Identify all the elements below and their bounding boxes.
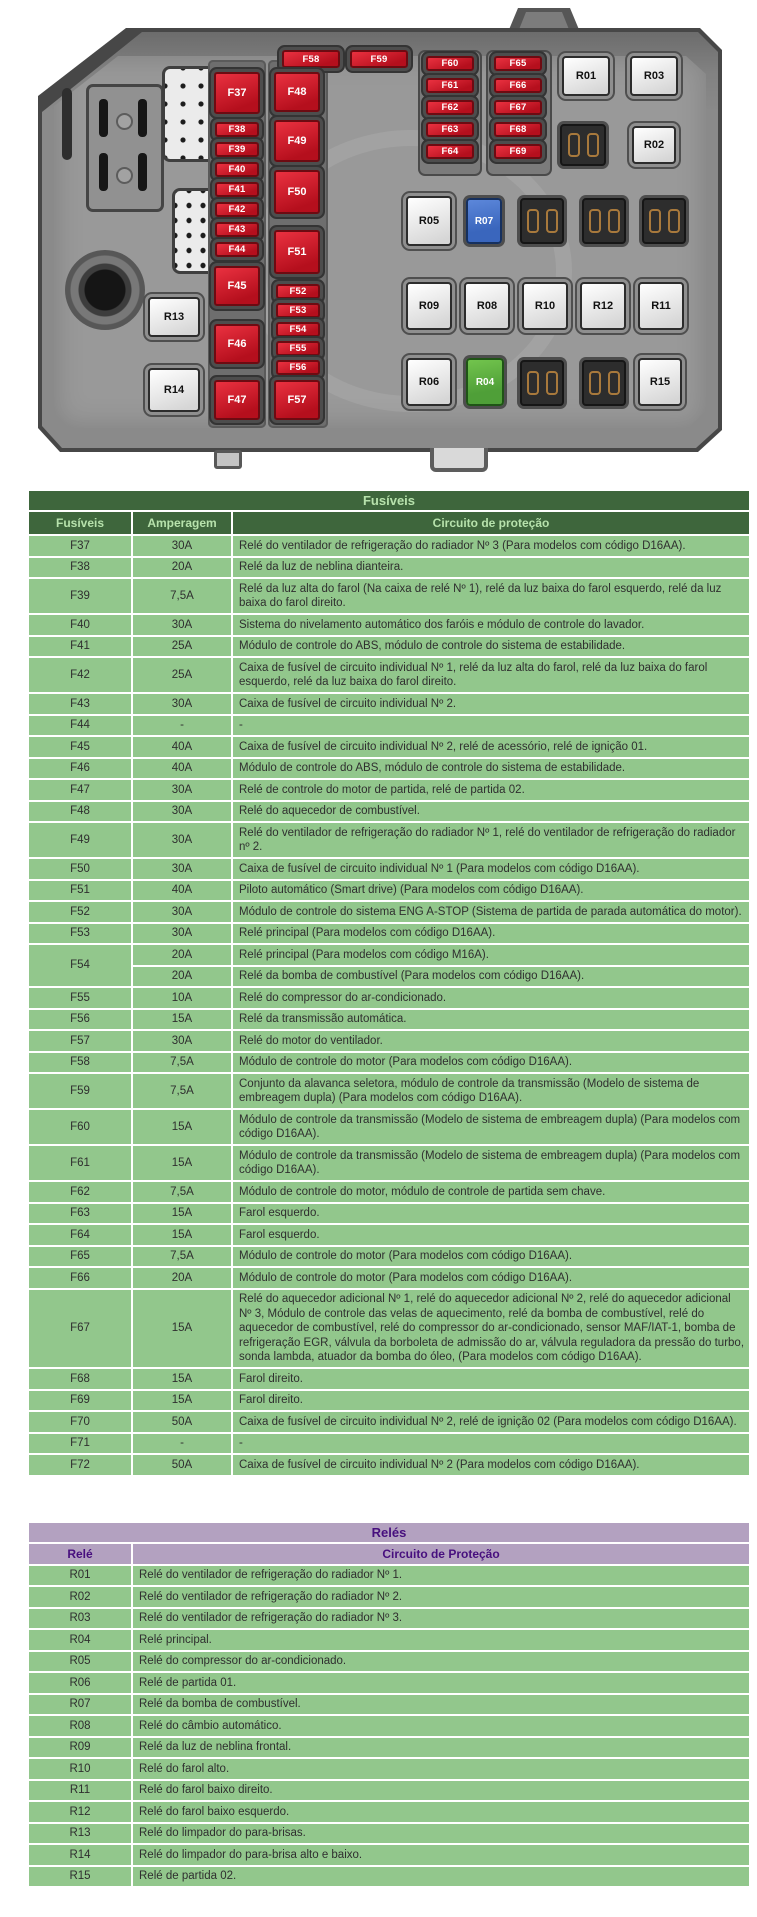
relay-desc-cell: Relé da bomba de combustível. xyxy=(132,1694,750,1716)
fuse-amp-cell: 15A xyxy=(132,1145,232,1181)
copper-contact xyxy=(527,371,539,395)
fuse-amp-cell: 15A xyxy=(132,1109,232,1145)
fuse-row-F51 xyxy=(28,880,750,902)
relay-row-R14 xyxy=(28,1844,750,1866)
fuse-desc-cell: Farol direito. xyxy=(232,1390,750,1412)
fuse-row-F72 xyxy=(28,1454,750,1476)
fuse-id-cell: F65 xyxy=(28,1246,132,1268)
fuse-id-cell: F39 xyxy=(28,578,132,614)
fuse-amp-cell: 25A xyxy=(132,636,232,658)
fuse-col-header-amperagem: Amperagem xyxy=(132,511,232,535)
relay-id-cell: R12 xyxy=(28,1801,132,1823)
fuse-table-body xyxy=(28,535,750,1476)
fuse-amp-cell: 7,5A xyxy=(132,1052,232,1074)
fuse-F66: F66 xyxy=(494,78,542,93)
fuse-desc-cell: Relé da luz alta do farol (Na caixa de relé Nº 1), relé da luz baixa do farol esquerdo, relé da luz baixa do farol direito. xyxy=(232,578,750,614)
relay-R14: R14 xyxy=(148,368,200,412)
fuse-row-F59 xyxy=(28,1073,750,1109)
fuse-id-cell: F67 xyxy=(28,1289,132,1369)
fuse-desc-cell: - xyxy=(232,715,750,737)
fuse-row-F41 xyxy=(28,636,750,658)
relay-id-cell: R04 xyxy=(28,1629,132,1651)
fuse-row-F52 xyxy=(28,901,750,923)
fuse-amp-cell: 15A xyxy=(132,1224,232,1246)
fuse-col-header-fusiveis: Fusíveis xyxy=(28,511,132,535)
relay-desc-cell: Relé de partida 02. xyxy=(132,1866,750,1888)
copper-contact xyxy=(668,209,680,233)
relay-R12: R12 xyxy=(580,282,626,330)
relay-row-R11 xyxy=(28,1780,750,1802)
relay-R13: R13 xyxy=(148,297,200,337)
relay-row-R15 xyxy=(28,1866,750,1888)
relay-col-header-rele: Relé xyxy=(28,1543,132,1565)
relay-row-R07 xyxy=(28,1694,750,1716)
fuse-row-F62 xyxy=(28,1181,750,1203)
fuse-id-cell: F56 xyxy=(28,1009,132,1031)
fuse-row-F43 xyxy=(28,693,750,715)
fuse-row-F44 xyxy=(28,715,750,737)
fuse-id-cell: F64 xyxy=(28,1224,132,1246)
fuse-amp-cell: 15A xyxy=(132,1203,232,1225)
fuse-amp-cell: 7,5A xyxy=(132,1181,232,1203)
fuse-F42: F42 xyxy=(215,202,259,217)
fuse-id-cell: F71 xyxy=(28,1433,132,1455)
relay-row-R01 xyxy=(28,1565,750,1587)
fuse-row-F69 xyxy=(28,1390,750,1412)
fuse-row-F55 xyxy=(28,987,750,1009)
fuse-amp-cell: 40A xyxy=(132,880,232,902)
fuse-amp-cell: 7,5A xyxy=(132,1073,232,1109)
fuse-F48: F48 xyxy=(274,72,320,112)
fuse-amp-cell: 30A xyxy=(132,779,232,801)
fuse-desc-cell: Farol esquerdo. xyxy=(232,1203,750,1225)
fuse-desc-cell: Caixa de fusível de circuito individual Nº 2, relé de ignição 02 (Para modelos com código D16AA). xyxy=(232,1411,750,1433)
fuse-desc-cell: Módulo de controle do motor (Para modelos com código D16AA). xyxy=(232,1246,750,1268)
copper-contact xyxy=(587,133,599,157)
fuse-amp-cell: 30A xyxy=(132,923,232,945)
fuse-table-title-row xyxy=(28,490,750,511)
fuse-F45: F45 xyxy=(214,266,260,306)
relay-slot-dark xyxy=(582,198,626,244)
box-bottom-tab xyxy=(214,450,242,469)
relay-desc-cell: Relé principal. xyxy=(132,1629,750,1651)
fuse-id-cell: F70 xyxy=(28,1411,132,1433)
fuse-F44: F44 xyxy=(215,242,259,257)
mounting-hole xyxy=(65,250,145,330)
relay-row-R06 xyxy=(28,1672,750,1694)
fuse-id-cell: F48 xyxy=(28,801,132,823)
fuse-amp-cell: 40A xyxy=(132,736,232,758)
relay-desc-cell: Relé do farol alto. xyxy=(132,1758,750,1780)
relay-row-R13 xyxy=(28,1823,750,1845)
fuse-desc-cell: Caixa de fusível de circuito individual Nº 1 (Para modelos com código D16AA). xyxy=(232,858,750,880)
relay-id-cell: R13 xyxy=(28,1823,132,1845)
relay-desc-cell: Relé do ventilador de refrigeração do radiador Nº 2. xyxy=(132,1586,750,1608)
relay-id-cell: R11 xyxy=(28,1780,132,1802)
fuse-table xyxy=(28,490,750,1476)
fuse-F38: F38 xyxy=(215,122,259,137)
fuse-desc-cell: Módulo de controle do motor (Para modelos com código D16AA). xyxy=(232,1052,750,1074)
fuse-row-F60 xyxy=(28,1109,750,1145)
relay-desc-cell: Relé do ventilador de refrigeração do radiador Nº 3. xyxy=(132,1608,750,1630)
fuse-amp-cell: 15A xyxy=(132,1289,232,1369)
fuse-desc-cell: Relé da luz de neblina dianteira. xyxy=(232,557,750,579)
fuse-id-cell: F41 xyxy=(28,636,132,658)
relay-row-R09 xyxy=(28,1737,750,1759)
fuse-id-cell: F57 xyxy=(28,1030,132,1052)
relay-col-header-circuito: Circuito de Proteção xyxy=(132,1543,750,1565)
fuse-row-F65 xyxy=(28,1246,750,1268)
fuse-amp-cell: 15A xyxy=(132,1390,232,1412)
relay-desc-cell: Relé do limpador do para-brisas. xyxy=(132,1823,750,1845)
fuse-F61: F61 xyxy=(426,78,474,93)
fuse-F40: F40 xyxy=(215,162,259,177)
fuse-id-cell: F68 xyxy=(28,1368,132,1390)
fuse-amp-cell: 30A xyxy=(132,535,232,557)
fuse-F41: F41 xyxy=(215,182,259,197)
relay-slot-dark xyxy=(560,124,606,166)
relay-desc-cell: Relé de partida 01. xyxy=(132,1672,750,1694)
copper-contact xyxy=(527,209,539,233)
fuse-desc-cell: Farol direito. xyxy=(232,1368,750,1390)
connector-hole xyxy=(116,167,133,184)
fuse-desc-cell: Relé de controle do motor de partida, relé de partida 02. xyxy=(232,779,750,801)
fuse-desc-cell: Relé do compressor do ar-condicionado. xyxy=(232,987,750,1009)
fuse-id-cell: F55 xyxy=(28,987,132,1009)
relay-id-cell: R15 xyxy=(28,1866,132,1888)
fuse-desc-cell: Módulo de controle do sistema ENG A-STOP (Sistema de partida de parada automática do motor). xyxy=(232,901,750,923)
fuse-desc-cell: Caixa de fusível de circuito individual Nº 2 (Para modelos com código D16AA). xyxy=(232,1454,750,1476)
relay-row-R03 xyxy=(28,1608,750,1630)
relay-id-cell: R14 xyxy=(28,1844,132,1866)
fuse-amp-cell: 15A xyxy=(132,1009,232,1031)
relay-id-cell: R05 xyxy=(28,1651,132,1673)
fuse-id-cell: F47 xyxy=(28,779,132,801)
relay-desc-cell: Relé do ventilador de refrigeração do radiador Nº 1. xyxy=(132,1565,750,1587)
relay-row-R08 xyxy=(28,1715,750,1737)
relay-id-cell: R07 xyxy=(28,1694,132,1716)
fuse-amp-cell: 7,5A xyxy=(132,1246,232,1268)
fuse-F63: F63 xyxy=(426,122,474,137)
relay-table-title-row xyxy=(28,1522,750,1543)
fuse-row-F57 xyxy=(28,1030,750,1052)
fuse-id-cell: F42 xyxy=(28,657,132,693)
fuse-amp-cell: 20A xyxy=(132,944,232,966)
fuse-row-F64 xyxy=(28,1224,750,1246)
relay-R04: R04 xyxy=(466,358,504,406)
relay-table xyxy=(28,1522,750,1888)
relay-desc-cell: Relé da luz de neblina frontal. xyxy=(132,1737,750,1759)
fuse-id-cell: F69 xyxy=(28,1390,132,1412)
fuse-id-cell: F38 xyxy=(28,557,132,579)
fuse-row-F58 xyxy=(28,1052,750,1074)
fuse-row-F68 xyxy=(28,1368,750,1390)
relay-slot-dark xyxy=(642,198,686,244)
fuse-row-F50 xyxy=(28,858,750,880)
box-bracket-tab xyxy=(430,448,488,472)
fuse-id-cell: F61 xyxy=(28,1145,132,1181)
fuse-id-cell: F53 xyxy=(28,923,132,945)
relay-desc-cell: Relé do limpador do para-brisa alto e baixo. xyxy=(132,1844,750,1866)
fuse-amp-cell: 15A xyxy=(132,1368,232,1390)
fuse-desc-cell: Módulo de controle do motor (Para modelos com código D16AA). xyxy=(232,1267,750,1289)
fuse-F51: F51 xyxy=(274,230,320,274)
fuse-amp-cell: 20A xyxy=(132,557,232,579)
connector-slot xyxy=(138,153,147,191)
fuse-amp-cell: 30A xyxy=(132,1030,232,1052)
fuse-id-cell: F72 xyxy=(28,1454,132,1476)
relay-id-cell: R10 xyxy=(28,1758,132,1780)
fuse-desc-cell: Módulo de controle da transmissão (Modelo de sistema de embreagem dupla) (Para modelos com código D16AA). xyxy=(232,1145,750,1181)
fuse-id-cell: F43 xyxy=(28,693,132,715)
fuse-desc-cell: Sistema do nivelamento automático dos faróis e módulo de controle do lavador. xyxy=(232,614,750,636)
relay-R11: R11 xyxy=(638,282,684,330)
fuse-amp-cell: 10A xyxy=(132,987,232,1009)
copper-contact xyxy=(568,133,580,157)
fuse-amp-cell: 50A xyxy=(132,1454,232,1476)
fuse-id-cell: F58 xyxy=(28,1052,132,1074)
fuse-row-F53 xyxy=(28,923,750,945)
fuse-row-F49 xyxy=(28,822,750,858)
fuse-amp-cell: 30A xyxy=(132,614,232,636)
fuse-row-F66 xyxy=(28,1267,750,1289)
relay-table-header-row xyxy=(28,1543,750,1565)
relay-R10: R10 xyxy=(522,282,568,330)
relay-R01: R01 xyxy=(562,56,610,96)
fuse-F39: F39 xyxy=(215,142,259,157)
connector-slot xyxy=(99,153,108,191)
fuse-amp-cell: 7,5A xyxy=(132,578,232,614)
fuse-desc-cell: Módulo de controle da transmissão (Modelo de sistema de embreagem dupla) (Para modelos com código D16AA). xyxy=(232,1109,750,1145)
fuse-F58: F58 xyxy=(282,50,340,68)
fuse-desc-cell: - xyxy=(232,1433,750,1455)
fuse-desc-cell: Piloto automático (Smart drive) (Para modelos com código D16AA). xyxy=(232,880,750,902)
relay-row-R05 xyxy=(28,1651,750,1673)
fuse-id-cell: F66 xyxy=(28,1267,132,1289)
fuse-row-F54 xyxy=(28,944,750,966)
fuse-row-F40 xyxy=(28,614,750,636)
fuse-F56: F56 xyxy=(276,360,320,375)
relay-desc-cell: Relé do compressor do ar-condicionado. xyxy=(132,1651,750,1673)
fuse-desc-cell: Relé da bomba de combustível (Para modelos com código D16AA). xyxy=(232,966,750,988)
fuse-desc-cell: Relé da transmissão automática. xyxy=(232,1009,750,1031)
fuse-F49: F49 xyxy=(274,120,320,162)
relay-desc-cell: Relé do farol baixo direito. xyxy=(132,1780,750,1802)
relay-row-R02 xyxy=(28,1586,750,1608)
relay-desc-cell: Relé do farol baixo esquerdo. xyxy=(132,1801,750,1823)
fuse-F37: F37 xyxy=(214,72,260,114)
fuse-desc-cell: Módulo de controle do motor, módulo de controle de partida sem chave. xyxy=(232,1181,750,1203)
relay-R07: R07 xyxy=(466,198,502,244)
fuse-row-F46 xyxy=(28,758,750,780)
connector-slot xyxy=(138,99,147,137)
copper-contact xyxy=(608,209,620,233)
fuse-id-cell: F51 xyxy=(28,880,132,902)
relay-slot-dark xyxy=(520,198,564,244)
relay-id-cell: R08 xyxy=(28,1715,132,1737)
fuse-id-cell: F52 xyxy=(28,901,132,923)
fuse-id-cell: F50 xyxy=(28,858,132,880)
fuse-desc-cell: Farol esquerdo. xyxy=(232,1224,750,1246)
fuse-F53: F53 xyxy=(276,303,320,318)
fuse-desc-cell: Relé principal (Para modelos com código D16AA). xyxy=(232,923,750,945)
fuse-F65: F65 xyxy=(494,56,542,71)
fuse-amp-cell: 50A xyxy=(132,1411,232,1433)
fuse-desc-cell: Caixa de fusível de circuito individual Nº 1, relé da luz alta do farol, relé da luz baixa do farol esquerdo, relé da luz baixa do farol direito. xyxy=(232,657,750,693)
fuse-table-title: Fusíveis xyxy=(28,490,750,511)
fuse-amp-cell: 20A xyxy=(132,966,232,988)
fuse-id-cell: F59 xyxy=(28,1073,132,1109)
fuse-desc-cell: Módulo de controle do ABS, módulo de controle do sistema de estabilidade. xyxy=(232,758,750,780)
fuse-desc-cell: Relé do ventilador de refrigeração do radiador Nº 3 (Para modelos com código D16AA). xyxy=(232,535,750,557)
fuse-desc-cell: Caixa de fusível de circuito individual Nº 2. xyxy=(232,693,750,715)
relay-slot-dark xyxy=(582,360,626,406)
fuse-row-F38 xyxy=(28,557,750,579)
fuse-F62: F62 xyxy=(426,100,474,115)
copper-contact xyxy=(649,209,661,233)
fuse-F47: F47 xyxy=(214,380,260,420)
fuse-row-F63 xyxy=(28,1203,750,1225)
fuse-amp-cell: 30A xyxy=(132,858,232,880)
relay-R05: R05 xyxy=(406,196,452,246)
relay-row-R04 xyxy=(28,1629,750,1651)
fuse-row-F42 xyxy=(28,657,750,693)
fuse-id-cell: F62 xyxy=(28,1181,132,1203)
fuse-row-F70 xyxy=(28,1411,750,1433)
fuse-desc-cell: Relé do motor do ventilador. xyxy=(232,1030,750,1052)
fuse-F67: F67 xyxy=(494,100,542,115)
fuse-row-F45 xyxy=(28,736,750,758)
fuse-row-F47 xyxy=(28,779,750,801)
fuse-id-cell: F46 xyxy=(28,758,132,780)
fuse-id-cell: F49 xyxy=(28,822,132,858)
relay-row-R12 xyxy=(28,1801,750,1823)
fuse-id-cell: F40 xyxy=(28,614,132,636)
fuse-amp-cell: 30A xyxy=(132,822,232,858)
fuse-F64: F64 xyxy=(426,144,474,159)
fuse-box-diagram xyxy=(0,0,757,486)
fuse-row-F67 xyxy=(28,1289,750,1369)
fuse-id-cell: F60 xyxy=(28,1109,132,1145)
fuse-F55: F55 xyxy=(276,341,320,356)
fuse-amp-cell: 25A xyxy=(132,657,232,693)
connector-hole xyxy=(116,113,133,130)
fuse-row-F71 xyxy=(28,1433,750,1455)
fuse-desc-cell: Caixa de fusível de circuito individual Nº 2, relé de acessório, relé de ignição 01. xyxy=(232,736,750,758)
connector-slot xyxy=(99,99,108,137)
connector-block-dark xyxy=(86,84,164,212)
relay-R06: R06 xyxy=(406,358,452,406)
fuse-amp-cell: 40A xyxy=(132,758,232,780)
fuse-F59: F59 xyxy=(350,50,408,68)
fuse-desc-cell: Módulo de controle do ABS, módulo de controle do sistema de estabilidade. xyxy=(232,636,750,658)
fuse-id-cell: F45 xyxy=(28,736,132,758)
fuse-row-F56 xyxy=(28,1009,750,1031)
fuse-row-F39 xyxy=(28,578,750,614)
fuse-desc-cell: Relé principal (Para modelos com código M16A). xyxy=(232,944,750,966)
fuse-table-header-row xyxy=(28,511,750,535)
relay-id-cell: R01 xyxy=(28,1565,132,1587)
relay-R09: R09 xyxy=(406,282,452,330)
relay-R08: R08 xyxy=(464,282,510,330)
fuse-desc-cell: Relé do aquecedor adicional Nº 1, relé do aquecedor adicional Nº 2, relé do aquecedor adicional Nº 3, Módulo de controle das velas de aquecimento, relé da bomba de combustível, relé do aquecedor de combustível, relé do compressor do ar-condicionado, sensor MAF/IAT-1, bomba de refrigeração EGR, válvula da borboleta de admissão do ar, válvula reguladora da pressão do turbo, sonda lambda, atuador da bomba do óleo, (Para modelos com código D16AA). xyxy=(232,1289,750,1369)
fuse-F50: F50 xyxy=(274,170,320,214)
fuse-desc-cell: Conjunto da alavanca seletora, módulo de controle da transmissão (Modelo de sistema de embreagem dupla) (Para modelos com código D16AA). xyxy=(232,1073,750,1109)
fuse-desc-cell: Relé do aquecedor de combustível. xyxy=(232,801,750,823)
fuse-desc-cell: Relé do ventilador de refrigeração do radiador Nº 1, relé do ventilador de refrigeração do radiador nº 2. xyxy=(232,822,750,858)
fuse-amp-cell: 20A xyxy=(132,1267,232,1289)
fuse-F60: F60 xyxy=(426,56,474,71)
relay-table-body xyxy=(28,1565,750,1888)
relay-R03: R03 xyxy=(630,56,678,96)
fuse-amp-cell: 30A xyxy=(132,693,232,715)
fuse-row-cont xyxy=(28,966,750,988)
copper-contact xyxy=(608,371,620,395)
relay-id-cell: R03 xyxy=(28,1608,132,1630)
fuse-amp-cell: - xyxy=(132,715,232,737)
relay-desc-cell: Relé do câmbio automático. xyxy=(132,1715,750,1737)
copper-contact xyxy=(589,371,601,395)
fuse-row-F48 xyxy=(28,801,750,823)
fuse-id-cell: F63 xyxy=(28,1203,132,1225)
fuse-id-cell: F54 xyxy=(28,944,132,987)
fuse-id-cell: F37 xyxy=(28,535,132,557)
copper-contact xyxy=(546,209,558,233)
relay-table-title: Relés xyxy=(28,1522,750,1543)
fuse-F43: F43 xyxy=(215,222,259,237)
fuse-amp-cell: - xyxy=(132,1433,232,1455)
relay-id-cell: R09 xyxy=(28,1737,132,1759)
relay-slot-dark xyxy=(520,360,564,406)
fuse-row-F61 xyxy=(28,1145,750,1181)
fuse-amp-cell: 30A xyxy=(132,801,232,823)
fuse-id-cell: F44 xyxy=(28,715,132,737)
box-side-clip xyxy=(62,88,72,160)
copper-contact xyxy=(589,209,601,233)
fuse-F46: F46 xyxy=(214,324,260,364)
fuse-amp-cell: 30A xyxy=(132,901,232,923)
relay-id-cell: R02 xyxy=(28,1586,132,1608)
fuse-F68: F68 xyxy=(494,122,542,137)
fuse-F52: F52 xyxy=(276,284,320,299)
relay-id-cell: R06 xyxy=(28,1672,132,1694)
relay-row-R10 xyxy=(28,1758,750,1780)
fuse-F69: F69 xyxy=(494,144,542,159)
fuse-F57: F57 xyxy=(274,380,320,420)
relay-R02: R02 xyxy=(632,126,676,164)
copper-contact xyxy=(546,371,558,395)
fuse-F54: F54 xyxy=(276,322,320,337)
fuse-row-F37 xyxy=(28,535,750,557)
relay-R15: R15 xyxy=(638,358,682,406)
fuse-col-header-circuito: Circuito de proteção xyxy=(232,511,750,535)
